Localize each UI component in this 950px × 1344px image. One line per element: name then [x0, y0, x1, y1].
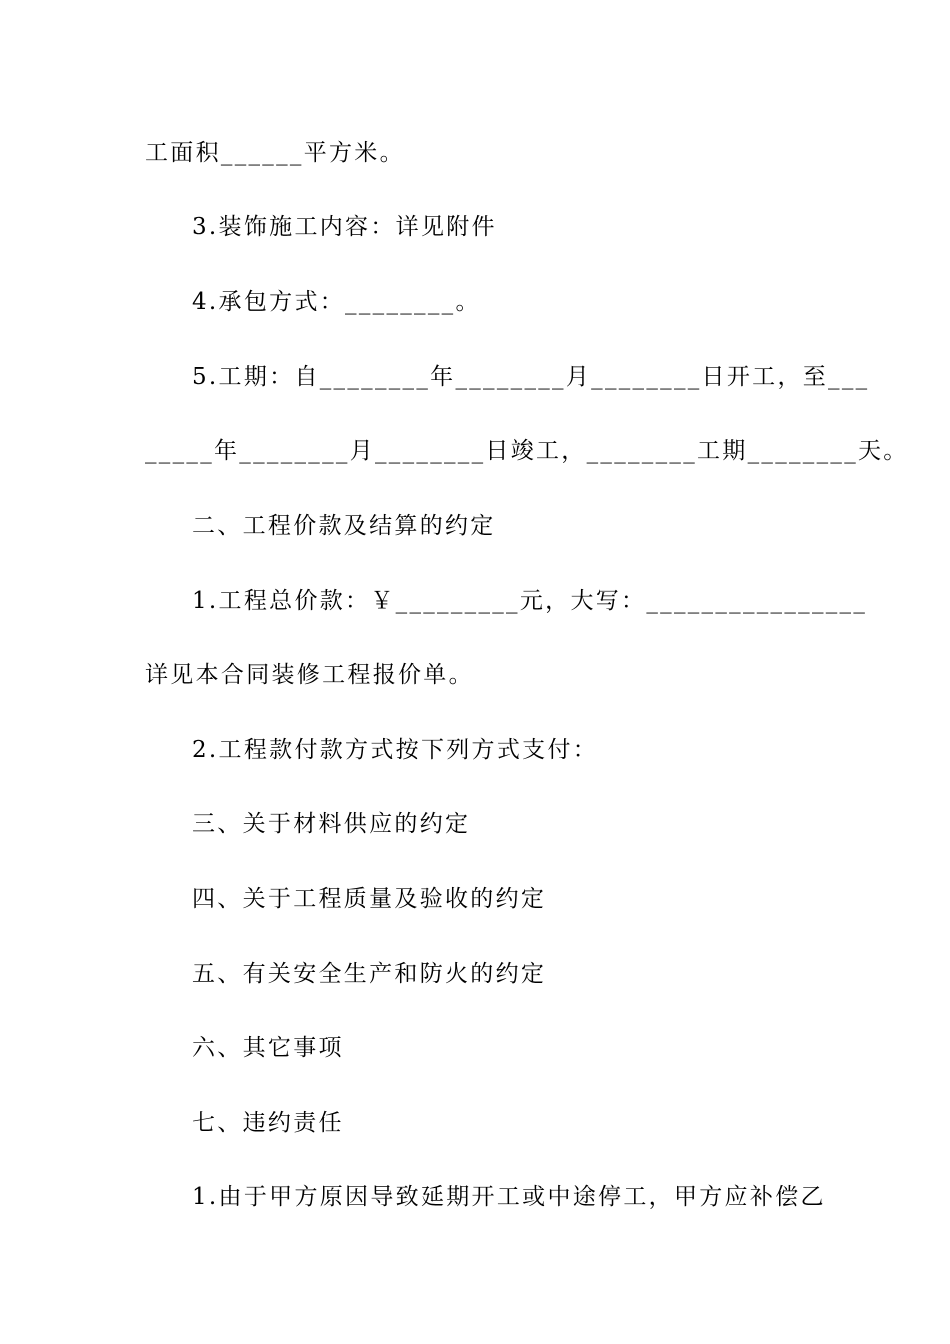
clause-party-a-delay: 1.由于甲方原因导致延期开工或中途停工，甲方应补偿乙 [192, 1184, 826, 1210]
clause-payment-method: 2.工程款付款方式按下列方式支付： [192, 737, 599, 763]
section-heading-safety-fire: 五、有关安全生产和防火的约定 [192, 961, 547, 987]
clause-construction-period: 5.工期：自________年________月________日开工，至___ [192, 364, 870, 390]
clause-contract-method: 4.承包方式：________。 [192, 289, 481, 315]
section-heading-breach-liability: 七、违约责任 [192, 1110, 344, 1136]
text-line-period-continued: _____年________月________日竣工，________工期________天。 [145, 438, 909, 464]
section-heading-quality-acceptance: 四、关于工程质量及验收的约定 [192, 886, 547, 912]
section-heading-price-settlement: 二、工程价款及结算的约定 [192, 513, 496, 539]
section-heading-material-supply: 三、关于材料供应的约定 [192, 811, 471, 837]
clause-decoration-content: 3.装饰施工内容：详见附件 [192, 214, 497, 240]
section-heading-other-matters: 六、其它事项 [192, 1035, 344, 1061]
text-line-area: 工面积______平方米。 [145, 140, 405, 166]
text-line-price-reference: 详见本合同装修工程报价单。 [145, 662, 474, 688]
clause-total-price: 1.工程总价款：￥_________元，大写：________________ [192, 588, 868, 614]
